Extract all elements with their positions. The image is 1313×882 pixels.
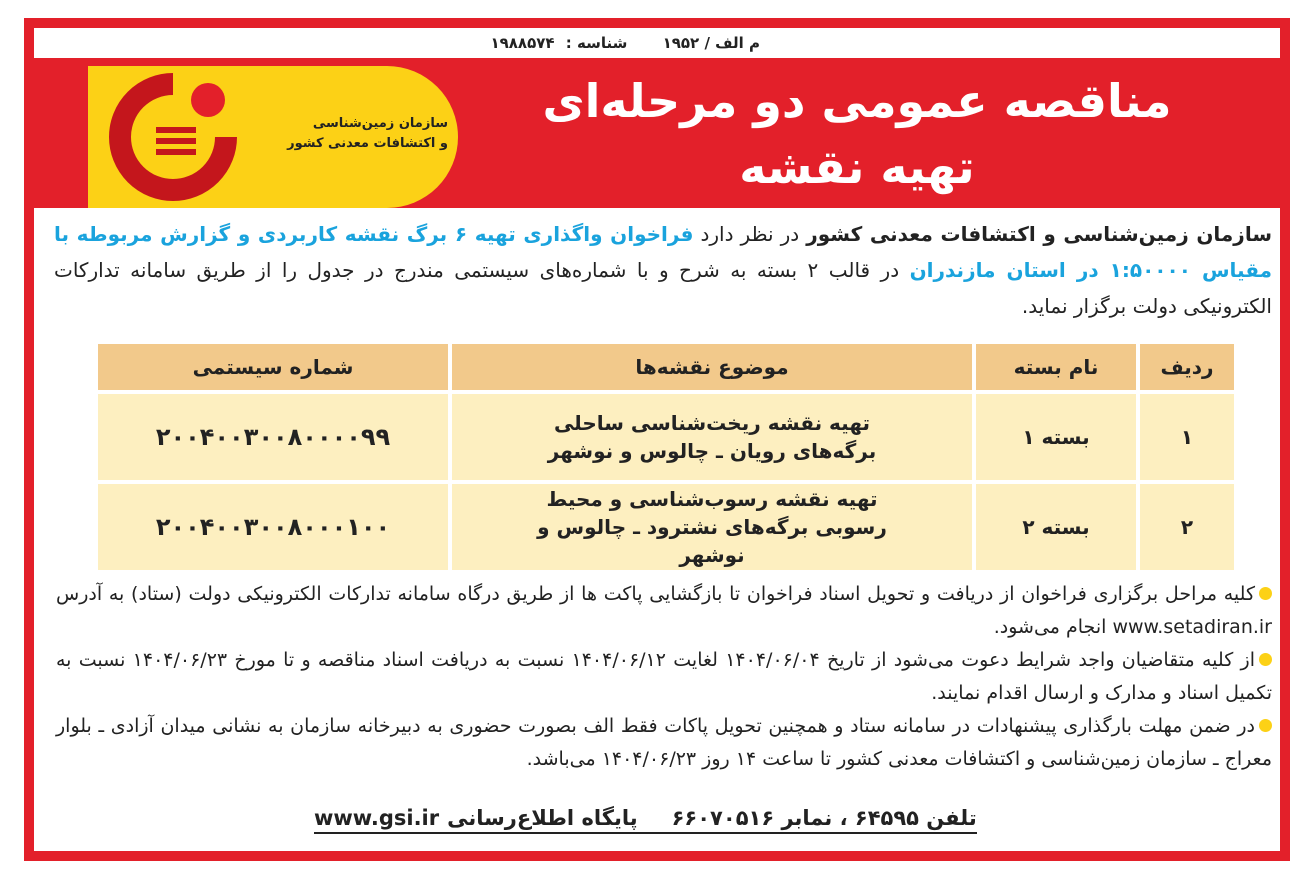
- bullet-icon: [1259, 653, 1272, 666]
- title-line-1: مناقصه عمومی دو مرحله‌ای: [542, 74, 1172, 128]
- col-system-number: شماره سیستمی: [98, 344, 448, 390]
- contact-footer: [314, 806, 977, 834]
- website-label: پایگاه اطلاع‌رسانی: [447, 806, 638, 830]
- title-line-2: تهیه نقشه: [739, 140, 975, 194]
- logo-panel: [88, 66, 458, 208]
- id-value: ۱۹۸۸۵۷۴: [490, 34, 555, 52]
- website-link[interactable]: www.gsi.ir: [314, 806, 440, 830]
- note-item: [56, 710, 1272, 776]
- bullet-icon: [1259, 719, 1272, 732]
- gsi-logo-icon: [108, 72, 238, 202]
- note-item: [56, 578, 1272, 644]
- table-header: [98, 344, 1234, 390]
- intro-text-1: در نظر دارد: [693, 222, 807, 246]
- note-text: از کلیه متقاضیان واجد شرایط دعوت می‌شود از تاریخ ۱۴۰۴/۰۶/۰۴ لغایت ۱۴۰۴/۰۶/۱۲ نسبت به دریافت اسناد مناقصه و تا مورخ ۱۴۰۴/۰۶/۲۳ نسبت به تکمیل اسناد و مدارک و ارسال اقدام نمایند.: [56, 649, 1272, 704]
- cell-row: ۱: [1140, 394, 1234, 480]
- logo-line-1: سازمان زمین‌شناسی: [312, 116, 448, 131]
- packages-table: [94, 340, 1238, 574]
- intro-paragraph: [54, 216, 1272, 324]
- notes-list: [56, 578, 1272, 776]
- note-item: [56, 644, 1272, 710]
- col-package: نام بسته: [976, 344, 1136, 390]
- org-name: سازمان زمین‌شناسی و اکتشافات معدنی کشور: [806, 222, 1273, 246]
- logo-line-2: و اکتشافات معدنی کشور: [287, 136, 448, 151]
- table-row: [98, 484, 1234, 570]
- page-title: [454, 68, 1260, 200]
- bullet-icon: [1259, 587, 1272, 600]
- id-label: شناسه :: [565, 34, 628, 52]
- cell-package: بسته ۲: [976, 484, 1136, 570]
- reference-strip: [34, 28, 1280, 58]
- phone-fax: تلفن ۶۴۵۹۵ ، نمابر ۶۶۰۷۰۵۱۶: [671, 806, 977, 830]
- ad-frame: [24, 18, 1290, 861]
- intro-highlight: فراخوان واگذاری تهیه ۶ برگ نقشه کاربردی و گزارش مربوطه با مقیاس ۱:۵۰۰۰۰ در استان مازندران: [54, 222, 1272, 282]
- cell-system-number: ۲۰۰۴۰۰۳۰۰۸۰۰۰۱۰۰: [98, 484, 448, 570]
- note-text: در ضمن مهلت بارگذاری پیشنهادات در سامانه ستاد و همچنین تحویل پاکات فقط الف بصورت حضوری به دبیرخانه سازمان به نشانی میدان آزادی ـ بلوار معراج ـ سازمان زمین‌شناسی و اکتشافات معدنی کشور تا ساعت ۱۴ روز ۱۴۰۴/۰۶/۲۳ می‌باشد.: [56, 715, 1272, 770]
- cell-subject: تهیه نقشه ریخت‌شناسی ساحلی برگه‌های رویان ـ چالوس و نوشهر: [452, 394, 972, 480]
- table-row: [98, 394, 1234, 480]
- col-row: ردیف: [1140, 344, 1234, 390]
- intro-text-2: در قالب ۲ بسته به شرح و با شماره‌های سیستمی مندرج در جدول را از طریق سامانه تدارکات الکترونیکی دولت برگزار نماید.: [54, 258, 1272, 318]
- logo-text: [238, 114, 448, 154]
- cell-package: بسته ۱: [976, 394, 1136, 480]
- note-text: کلیه مراحل برگزاری فراخوان از دریافت و تحویل اسناد فراخوان تا بازگشایی پاکت ها از طریق درگاه سامانه تدارکات الکترونیکی دولت (ستاد) به آدرس www.setadiran.ir انجام می‌شود.: [56, 583, 1272, 638]
- cell-system-number: ۲۰۰۴۰۰۳۰۰۸۰۰۰۰۹۹: [98, 394, 448, 480]
- col-subject: موضوع نقشه‌ها: [452, 344, 972, 390]
- cell-subject: تهیه نقشه رسوب‌شناسی و محیط رسوبی برگه‌های نشترود ـ چالوس و نوشهر: [452, 484, 972, 570]
- cell-row: ۲: [1140, 484, 1234, 570]
- ref-number: م الف / ۱۹۵۲: [662, 34, 760, 52]
